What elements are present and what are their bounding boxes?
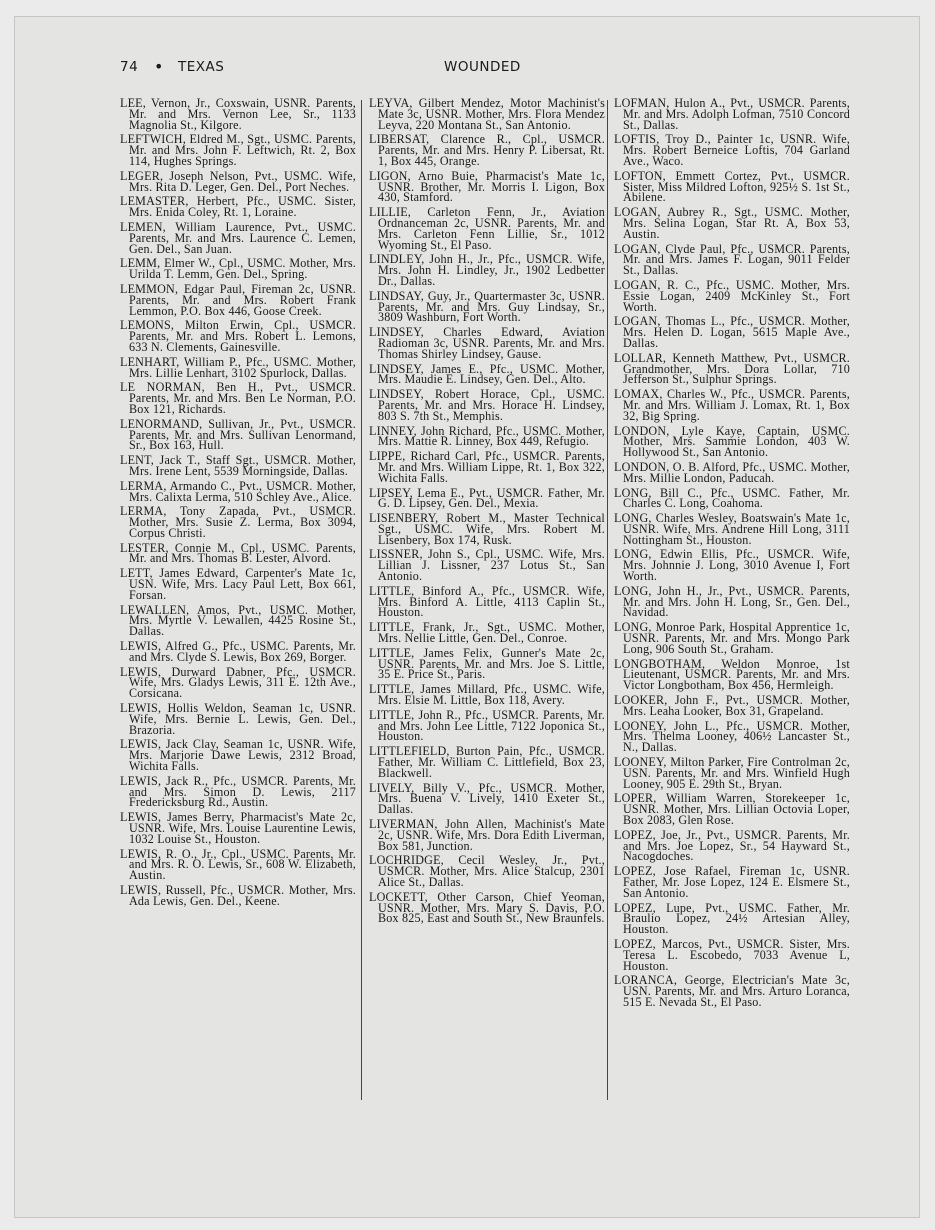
casualty-entry: LEGER, Joseph Nelson, Pvt., USMC. Wife, Mrs. Rita D. Leger, Gen. Del., Port Neches. [120, 168, 356, 194]
casualty-entry: LERMA, Armando C., Pvt., USMCR. Mother, Mrs. Calixta Lerma, 510 Schley Ave., Alice. [120, 478, 356, 504]
casualty-entry: LITTLE, James Millard, Pfc., USMC. Wife, Mrs. Elsie M. Little, Box 118, Avery. [369, 682, 605, 708]
page-number: 74 [120, 59, 139, 75]
casualty-entry: LIGON, Arno Buie, Pharmacist's Mate 1c, USNR. Brother, Mr. Morris I. Ligon, Box 430, Stamford. [369, 168, 605, 205]
casualty-entry: LEWIS, Hollis Weldon, Seaman 1c, USNR. Wife, Mrs. Bernie L. Lewis, Gen. Del., Brazoria. [120, 701, 356, 737]
column-rule [361, 100, 362, 1100]
casualty-entry: LOGAN, Clyde Paul, Pfc., USMCR. Parents, Mr. and Mrs. James F. Logan, 9011 Felder St., Dallas. [614, 241, 850, 278]
casualty-entry: LIVERMAN, John Allen, Machinist's Mate 2c, USNR. Wife, Mrs. Dora Edith Liverman, Box 581, Junction. [369, 817, 605, 853]
casualty-entry: LITTLEFIELD, Burton Pain, Pfc., USMCR. Father, Mr. William C. Littlefield, Box 23, Blackwell. [369, 744, 605, 780]
casualty-entry: LINDSAY, Guy, Jr., Quartermaster 3c, USNR. Parents, Mr. and Mrs. Guy Lindsay, Sr., 3809 Washburn, Fort Worth. [369, 288, 605, 325]
page-header [106, 59, 847, 79]
casualty-entry: LOCHRIDGE, Cecil Wesley, Jr., Pvt., USMCR. Mother, Mrs. Alice Stalcup, 2301 Alice St., Dallas. [369, 853, 605, 889]
casualty-entry: LEYVA, Gilbert Mendez, Motor Machinist's Mate 3c, USNR. Mother, Mrs. Flora Mendez Leyva, 220 Montana St., San Antonio. [369, 96, 605, 132]
casualty-entry: LOCKETT, Other Carson, Chief Yeoman, USNR. Mother, Mrs. Mary S. Davis, P.O. Box 825, East and South St., New Braunfels. [369, 889, 605, 926]
casualty-entry: LITTLE, James Felix, Gunner's Mate 2c, USNR. Parents, Mr. and Mrs. Joe S. Little, 35 E. Price St., Paris. [369, 645, 605, 682]
casualty-entry: LINDLEY, John H., Jr., Pfc., USMCR. Wife, Mrs. John H. Lindley, Jr., 1902 Ledbetter Dr., Dallas. [369, 252, 605, 288]
casualty-entry: LISSNER, John S., Cpl., USMC. Wife, Mrs. Lillian J. Lissner, 237 Lotus St., San Antonio. [369, 547, 605, 584]
casualty-entry: LIPPE, Richard Carl, Pfc., USMCR. Parents, Mr. and Mrs. William Lippe, Rt. 1, Box 322, Wichita Falls. [369, 449, 605, 485]
casualty-entry: LOPEZ, Marcos, Pvt., USMCR. Sister, Mrs. Teresa L. Escobedo, 7033 Avenue L, Houston. [614, 936, 850, 973]
casualty-entry: LEMONS, Milton Erwin, Cpl., USMCR. Parents, Mr. and Mrs. Robert L. Lemons, 633 N. Clements, Gainesville. [120, 318, 356, 354]
casualty-entry: LEMASTER, Herbert, Pfc., USMC. Sister, Mrs. Enida Coley, Rt. 1, Loraine. [120, 194, 356, 220]
bullet-separator: • [154, 57, 164, 76]
casualty-entry: LONDON, Lyle Kaye, Captain, USMC. Mother, Mrs. Sammie London, 403 W. Hollywood St., San Antonio. [614, 423, 850, 460]
casualty-entry: LIPSEY, Lema E., Pvt., USMCR. Father, Mr. G. D. Lipsey, Gen. Del., Mexia. [369, 485, 605, 511]
casualty-entry: LEE, Vernon, Jr., Coxswain, USNR. Parents, Mr. and Mrs. Vernon Lee, Sr., 1133 Magnolia St., Kilgore. [120, 96, 356, 132]
casualty-entry: LONGBOTHAM, Weldon Monroe, 1st Lieutenant, USMCR. Parents, Mr. and Mrs. Victor Longbotham, Box 456, Hermleigh. [614, 656, 850, 693]
casualty-entry: LINNEY, John Richard, Pfc., USMC. Mother, Mrs. Mattie R. Linney, Box 449, Refugio. [369, 423, 605, 449]
casualty-entry: LILLIE, Carleton Fenn, Jr., Aviation Ordnanceman 2c, USNR. Parents, Mr. and Mrs. Carleton Fenn Lillie, Sr., 1012 Wyoming St., El Paso. [369, 205, 605, 252]
casualty-entry: LOGAN, R. C., Pfc., USMC. Mother, Mrs. Essie Logan, 2409 McKinley St., Fort Worth. [614, 277, 850, 314]
casualty-entry: LOONEY, Milton Parker, Fire Controlman 2c, USN. Parents, Mr. and Mrs. Winfield Hugh Looney, 905 E. 29th St., Bryan. [614, 755, 850, 791]
casualty-entry: LORANCA, George, Electrician's Mate 3c, USN. Parents, Mr. and Mrs. Arturo Loranca, 515 E. Nevada St., El Paso. [614, 973, 850, 1009]
casualty-entry: LOPEZ, Jose Rafael, Fireman 1c, USNR. Father, Mr. Jose Lopez, 124 E. Elsmere St., San Antonio. [614, 864, 850, 900]
casualty-entry: LONG, Edwin Ellis, Pfc., USMCR. Wife, Mrs. Johnnie J. Long, 3010 Avenue I, Fort Worth. [614, 547, 850, 584]
casualty-entry: LINDSEY, Robert Horace, Cpl., USMC. Parents, Mr. and Mrs. Horace H. Lindsey, 803 S. 7th St., Memphis. [369, 387, 605, 423]
casualty-entry: LEMM, Elmer W., Cpl., USMC. Mother, Mrs. Urilda T. Lemm, Gen. Del., Spring. [120, 256, 356, 282]
casualty-entry: LEFTWICH, Eldred M., Sgt., USMC. Parents, Mr. and Mrs. John F. Leftwich, Rt. 2, Box 114, Hughes Springs. [120, 132, 356, 168]
casualty-entry: LIBERSAT, Clarence R., Cpl., USMCR. Parents, Mr. and Mrs. Henry P. Libersat, Rt. 1, Box 445, Orange. [369, 132, 605, 168]
casualty-entry: LOOKER, John F., Pvt., USMCR. Mother, Mrs. Leaha Looker, Box 31, Grapeland. [614, 693, 850, 718]
casualty-entry: LENT, Jack T., Staff Sgt., USMCR. Mother, Mrs. Irene Lent, 5539 Morningside, Dallas. [120, 453, 356, 478]
casualty-entry: LOFTON, Emmett Cortez, Pvt., USMCR. Sister, Miss Mildred Lofton, 925½ S. 1st St., Abilene. [614, 168, 850, 205]
casualty-entry: LISENBERY, Robert M., Master Technical Sgt., USMC. Wife, Mrs. Robert M. Lisenbery, Box 174, Rusk. [369, 511, 605, 547]
casualty-entry: LONG, Monroe Park, Hospital Apprentice 1c, USNR. Parents, Mr. and Mrs. Mongo Park Long, 906 South St., Graham. [614, 620, 850, 656]
casualty-entry: LOFMAN, Hulon A., Pvt., USMCR. Parents, Mr. and Mrs. Adolph Lofman, 7510 Concord St., Dallas. [614, 96, 850, 132]
casualty-entry: LONG, Charles Wesley, Boatswain's Mate 1c, USNR. Wife, Mrs. Andrene Hill Long, 3111 Nottingham St., Houston. [614, 511, 850, 547]
casualty-entry: LINDSEY, James E., Pfc., USMC. Mother, Mrs. Maudie E. Lindsey, Gen. Del., Alto. [369, 361, 605, 387]
state-heading: TEXAS [178, 59, 225, 75]
column-rule [607, 100, 608, 1100]
casualty-entry: LE NORMAN, Ben H., Pvt., USMCR. Parents, Mr. and Mrs. Ben Le Norman, P.O. Box 121, Richards. [120, 380, 356, 416]
casualty-entry: LESTER, Connie M., Cpl., USMC. Parents, Mr. and Mrs. Thomas B. Lester, Alvord. [120, 540, 356, 566]
casualty-entry: LEMEN, William Laurence, Pvt., USMC. Parents, Mr. and Mrs. Laurence C. Lemen, Gen. Del., San Juan. [120, 219, 356, 256]
casualty-entry: LOLLAR, Kenneth Matthew, Pvt., USMCR. Grandmother, Mrs. Dora Lollar, 710 Jefferson St., Sulphur Springs. [614, 350, 850, 387]
casualty-entry: LOPEZ, Joe, Jr., Pvt., USMCR. Parents, Mr. and Mrs. Joe Lopez, Sr., 54 Hayward St., Nacogdoches. [614, 827, 850, 864]
casualty-entry: LEWIS, Jack R., Pfc., USMCR. Parents, Mr. and Mrs. Simon D. Lewis, 2117 Fredericksburg Rd., Austin. [120, 773, 356, 810]
casualty-entry: LEWIS, Alfred G., Pfc., USMC. Parents, Mr. and Mrs. Clyde S. Lewis, Box 269, Borger. [120, 639, 356, 664]
casualty-entry: LOMAX, Charles W., Pfc., USMCR. Parents, Mr. and Mrs. William J. Lomax, Rt. 1, Box 32, Big Spring. [614, 387, 850, 423]
casualty-entry: LOONEY, John L., Pfc., USMCR. Mother, Mrs. Thelma Looney, 406½ Lancaster St., N., Dallas. [614, 718, 850, 755]
casualty-entry: LOFTIS, Troy D., Painter 1c, USNR. Wife, Mrs. Robert Berneice Loftis, 704 Garland Ave., Waco. [614, 132, 850, 168]
section-heading: WOUNDED [444, 59, 521, 75]
casualty-entry: LONG, John H., Jr., Pvt., USMCR. Parents, Mr. and Mrs. John H. Long, Sr., Gen. Del., Navidad. [614, 583, 850, 620]
casualty-entry: LONDON, O. B. Alford, Pfc., USMC. Mother, Mrs. Millie London, Paducah. [614, 459, 850, 485]
casualty-entry: LINDSEY, Charles Edward, Aviation Radioman 3c, USNR. Parents, Mr. and Mrs. Thomas Shirley Lindsey, Gause. [369, 325, 605, 361]
casualty-entry: LEWIS, Jack Clay, Seaman 1c, USNR. Wife, Mrs. Marjorie Dawe Lewis, 2312 Broad, Wichita Falls. [120, 737, 356, 774]
column-3 [614, 98, 850, 1012]
casualty-entry: LEMMON, Edgar Paul, Fireman 2c, USNR. Parents, Mr. and Mrs. Robert Frank Lemmon, P.O. Box 446, Goose Creek. [120, 281, 356, 318]
casualty-entry: LENORMAND, Sullivan, Jr., Pvt., USMCR. Parents, Mr. and Mrs. Sullivan Lenormand, Sr., Box 163, Hull. [120, 416, 356, 453]
casualty-entry: LEWIS, R. O., Jr., Cpl., USMC. Parents, Mr. and Mrs. R. O. Lewis, Sr., 608 W. Elizabeth, Austin. [120, 846, 356, 883]
casualty-entry: LETT, James Edward, Carpenter's Mate 1c, USN. Wife, Mrs. Lacy Paul Lett, Box 661, Forsan. [120, 566, 356, 602]
casualty-entry: LERMA, Tony Zapada, Pvt., USMCR. Mother, Mrs. Susie Z. Lerma, Box 3094, Corpus Christi. [120, 504, 356, 540]
casualty-entry: LITTLE, John R., Pfc., USMCR. Parents, Mr. and Mrs. John Lee Little, 7122 Joponica St., Houston. [369, 707, 605, 744]
column-1 [120, 98, 356, 911]
casualty-entry: LOGAN, Thomas L., Pfc., USMCR. Mother, Mrs. Helen D. Logan, 5615 Maple Ave., Dallas. [614, 314, 850, 350]
casualty-entry: LOGAN, Aubrey R., Sgt., USMC. Mother, Mrs. Selina Logan, Star Rt. A, Box 53, Austin. [614, 205, 850, 241]
casualty-entry: LONG, Bill C., Pfc., USMC. Father, Mr. Charles C. Long, Coahoma. [614, 485, 850, 511]
casualty-entry: LITTLE, Frank, Jr., Sgt., USMC. Mother, Mrs. Nellie Little, Gen. Del., Conroe. [369, 620, 605, 646]
casualty-entry: LITTLE, Binford A., Pfc., USMCR. Wife, Mrs. Binford A. Little, 4113 Caplin St., Houston. [369, 583, 605, 620]
casualty-entry: LEWIS, Russell, Pfc., USMCR. Mother, Mrs. Ada Lewis, Gen. Del., Keene. [120, 883, 356, 908]
casualty-entry: LEWIS, James Berry, Pharmacist's Mate 2c, USNR. Wife, Mrs. Louise Laurentine Lewis, 1032 Louise St., Houston. [120, 810, 356, 846]
casualty-entry: LEWALLEN, Amos, Pvt., USMC. Mother, Mrs. Myrtle V. Lewallen, 4425 Rosine St., Dallas. [120, 602, 356, 639]
casualty-entry: LOPEZ, Lupe, Pvt., USMC. Father, Mr. Braulio Lopez, 24½ Artesian Alley, Houston. [614, 900, 850, 937]
casualty-entry: LEWIS, Durward Dabner, Pfc., USMCR. Wife, Mrs. Gladys Lewis, 311 E. 12th Ave., Corsicana. [120, 664, 356, 701]
column-2 [369, 98, 605, 928]
casualty-entry: LOPER, William Warren, Storekeeper 1c, USNR. Mother, Mrs. Lillian Octovia Loper, Box 2083, Glen Rose. [614, 791, 850, 828]
casualty-entry: LENHART, William P., Pfc., USMC. Mother, Mrs. Lillie Lenhart, 3102 Spurlock, Dallas. [120, 354, 356, 380]
casualty-entry: LIVELY, Billy V., Pfc., USMCR. Mother, Mrs. Buena V. Lively, 1410 Exeter St., Dallas. [369, 780, 605, 817]
